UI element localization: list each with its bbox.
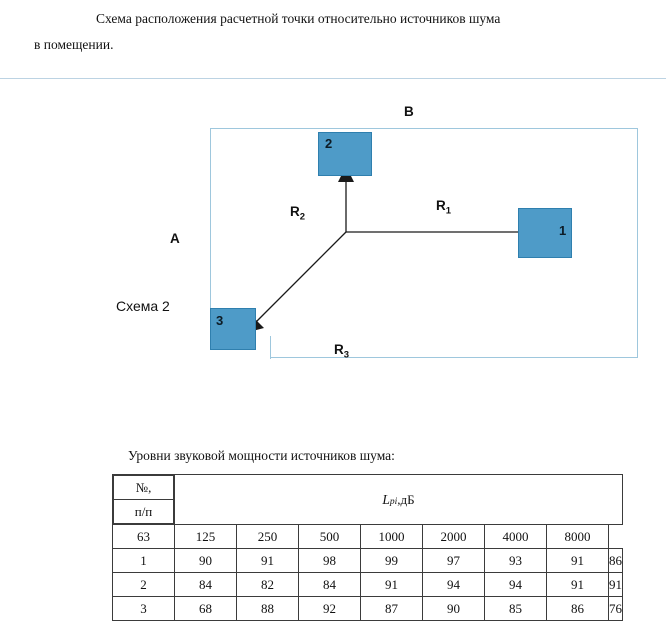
- row-value: 91: [609, 573, 623, 597]
- header-cell-np: [113, 475, 175, 525]
- lp-italic: L: [382, 491, 390, 507]
- scheme-diagram: [0, 86, 666, 386]
- source-1-label: 1: [559, 223, 567, 238]
- room-label-top: B: [404, 104, 414, 119]
- heading-line-1: Схема расположения расчетной точки относительно источников шума: [96, 11, 501, 26]
- row-value: 87: [361, 597, 423, 621]
- r1-base: R: [436, 198, 446, 213]
- row-value: 91: [547, 549, 609, 573]
- row-value: 86: [609, 549, 623, 573]
- source-1: [518, 208, 572, 258]
- lp-rest: ,дБ: [397, 491, 415, 507]
- header-np-line1: №,: [114, 476, 174, 500]
- freq-cell: 63: [113, 525, 175, 549]
- row-value: 82: [237, 573, 299, 597]
- row-id: 3: [113, 597, 175, 621]
- freq-cell: 4000: [485, 525, 547, 549]
- source-3: [210, 308, 256, 350]
- distance-label-r1: [436, 198, 451, 217]
- row-value: 84: [299, 573, 361, 597]
- row-value: 94: [485, 573, 547, 597]
- row-id: 1: [113, 549, 175, 573]
- row-value: 90: [423, 597, 485, 621]
- row-value: 91: [237, 549, 299, 573]
- distance-label-r3: [334, 342, 349, 361]
- freq-cell: 8000: [547, 525, 609, 549]
- table-header-row: [113, 475, 623, 525]
- freq-cell: 250: [237, 525, 299, 549]
- row-value: 94: [423, 573, 485, 597]
- table-row: [113, 597, 623, 621]
- row-value: 91: [361, 573, 423, 597]
- r3-base: R: [334, 342, 344, 357]
- row-value: 68: [175, 597, 237, 621]
- row-value: 99: [361, 549, 423, 573]
- distance-label-r2: [290, 204, 305, 223]
- r2-sub: 2: [299, 211, 306, 223]
- row-value: 76: [609, 597, 623, 621]
- r2-base: R: [290, 204, 300, 219]
- row-value: 88: [237, 597, 299, 621]
- room-label-left: A: [170, 231, 180, 246]
- row-value: 93: [485, 549, 547, 573]
- row-value: 92: [299, 597, 361, 621]
- sound-power-levels-table: [112, 474, 623, 621]
- source-2-label: 2: [325, 136, 333, 151]
- r3-sub: 3: [343, 349, 350, 361]
- page-title: [34, 4, 656, 52]
- source-2: [318, 132, 372, 176]
- lp-sub: pi: [389, 496, 398, 507]
- row-value: 90: [175, 549, 237, 573]
- row-id: 2: [113, 573, 175, 597]
- freq-cell: 125: [175, 525, 237, 549]
- header-cell-lp: [175, 475, 623, 525]
- table-frequency-row: [113, 525, 623, 549]
- table-row: [113, 573, 623, 597]
- row-value: 98: [299, 549, 361, 573]
- table-row: [113, 549, 623, 573]
- row-value: 85: [485, 597, 547, 621]
- r1-sub: 1: [445, 205, 452, 217]
- row-value: 97: [423, 549, 485, 573]
- divider-top: [0, 78, 666, 79]
- header-np-line2: п/п: [114, 500, 174, 524]
- row-value: 84: [175, 573, 237, 597]
- heading-line-2: в помещении.: [34, 37, 114, 52]
- source-3-label: 3: [216, 313, 224, 328]
- freq-cell: 500: [299, 525, 361, 549]
- row-value: 86: [547, 597, 609, 621]
- table-title: Уровни звуковой мощности источников шума:: [128, 448, 395, 463]
- row-value: 91: [547, 573, 609, 597]
- scheme-caption: Схема 2: [116, 298, 170, 314]
- freq-cell: 1000: [361, 525, 423, 549]
- freq-cell: 2000: [423, 525, 485, 549]
